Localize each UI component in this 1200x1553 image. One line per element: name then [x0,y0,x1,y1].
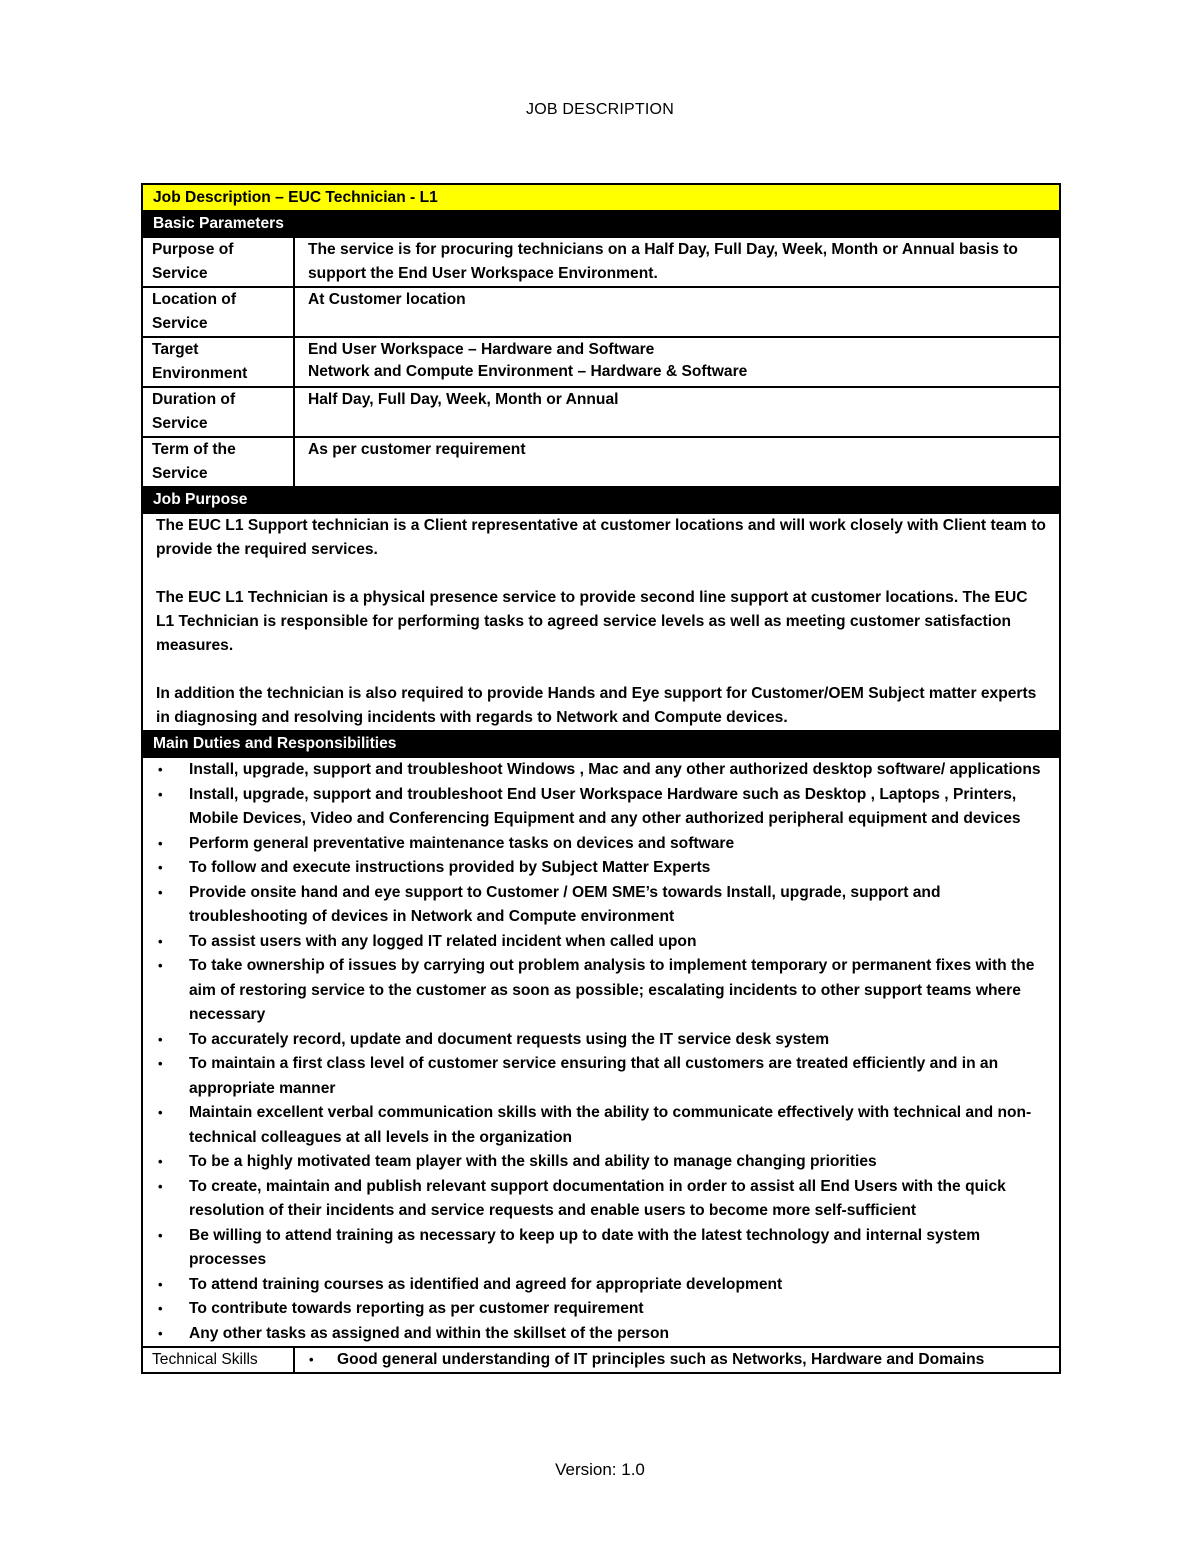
job-purpose-paragraph: In addition the technician is also required to provide Hands and Eye support for Customer/OEM Subject matter experts in diagnosing and resolving incidents with regards to Network and Compute devices. [156,685,1037,726]
bullet-icon: • [309,1352,314,1367]
job-purpose-paragraph: The EUC L1 Support technician is a Client representative at customer locations and will work closely with Client team to provide the required services. [156,517,1046,558]
basic-parameters-heading-row [142,211,1060,237]
duties-body [142,757,1060,1347]
technical-skills-row [142,1347,1060,1373]
duty-item [156,1052,1049,1101]
duty-text: Install, upgrade, support and troubleshoot Windows , Mac and any other authorized desktop software/ applications [189,761,1041,778]
technical-skills-label: Technical Skills [142,1347,294,1373]
duty-text: To take ownership of issues by carrying out problem analysis to implement temporary or permanent fixes with the aim of restoring service to the customer as soon as possible; escalating incidents to other support teams where necessary [189,957,1035,1023]
parameter-value: At Customer location [294,287,1060,337]
bullet-icon: • [158,1031,163,1047]
duty-item [156,1273,1049,1298]
duty-item [156,1175,1049,1224]
duty-item [156,1150,1049,1175]
basic-parameters-heading: Basic Parameters [142,211,1060,237]
table-title: Job Description – EUC Technician - L1 [142,184,1060,211]
parameter-row-term [142,437,1060,487]
table-title-row [142,184,1060,211]
duty-text: To maintain a first class level of customer service ensuring that all customers are treated efficiently and in an appropriate manner [189,1055,999,1097]
bullet-icon: • [158,1154,163,1169]
duty-text: Maintain excellent verbal communication skills with the ability to communicate effectively with technical and non-technical colleagues at all levels in the organization [189,1104,1032,1146]
duty-item [156,856,1049,881]
duty-item [156,1224,1049,1273]
duty-text: Install, upgrade, support and troubleshoot End User Workspace Hardware such as Desktop , Laptops , Printers, Mobile Devices, Video and Conferencing Equipment and any other authorized peripheral equipment and devices [189,785,1021,827]
parameter-label: Duration of Service [142,387,294,437]
bullet-icon: • [158,786,163,802]
parameter-value: Half Day, Full Day, Week, Month or Annual [294,387,1060,437]
duty-item [156,758,1049,783]
duty-text: Provide onsite hand and eye support to Customer / OEM SME’s towards Install, upgrade, support and troubleshooting of devices in Network and Compute environment [189,883,941,925]
duty-item [156,1101,1049,1150]
parameter-row-duration [142,387,1060,437]
bullet-icon: • [158,860,163,875]
parameter-value-line: End User Workspace – Hardware and Software [308,341,655,358]
bullet-icon: • [158,762,163,777]
parameter-value: The service is for procuring technicians on a Half Day, Full Day, Week, Month or Annual basis to support the End User Workspace Environment. [294,237,1060,287]
duty-text: To create, maintain and publish relevant support documentation in order to assist all End Users with the quick resolution of their incidents and service requests and enable users to become more self-sufficient [189,1177,1006,1219]
duty-item [156,954,1049,1028]
bullet-icon: • [158,1276,163,1292]
parameter-row-purpose [142,237,1060,287]
bullet-icon: • [158,1178,163,1194]
duty-text: Perform general preventative maintenance tasks on devices and software [189,834,735,852]
technical-skill-item: Good general understanding of IT principles such as Networks, Hardware and Domains [337,1351,985,1368]
duty-text: To be a highly motivated team player with the skills and ability to manage changing priorities [189,1153,877,1170]
job-purpose-heading: Job Purpose [142,487,1060,513]
duty-item [156,881,1049,930]
duty-text: To follow and execute instructions provided by Subject Matter Experts [189,859,711,876]
bullet-icon: • [158,933,163,949]
duty-item [156,1322,1049,1347]
bullet-icon: • [158,1227,163,1243]
bullet-icon: • [158,1325,163,1341]
duty-item [156,1297,1049,1322]
duty-item [156,930,1049,955]
bullet-icon: • [158,835,163,851]
bullet-icon: • [158,1105,163,1120]
duty-text: To contribute towards reporting as per customer requirement [189,1300,644,1317]
duty-text: To accurately record, update and document requests using the IT service desk system [189,1030,830,1048]
duties-row [142,757,1060,1347]
technical-skills-value [294,1347,1060,1373]
job-purpose-heading-row [142,487,1060,513]
parameter-label: Location of Service [142,287,294,337]
parameter-label: Purpose of Service [142,237,294,287]
duties-heading: Main Duties and Responsibilities [142,731,1060,757]
parameter-value-multi [294,337,1060,387]
duty-item [156,1028,1049,1053]
parameter-label: Target Environment [142,337,294,387]
bullet-icon: • [158,958,163,973]
parameter-row-location [142,287,1060,337]
duties-heading-row [142,731,1060,757]
duties-list [156,758,1049,1346]
duty-text: To attend training courses as identified and agreed for appropriate development [189,1275,783,1293]
job-purpose-paragraph: The EUC L1 Technician is a physical presence service to provide second line support at customer locations. The EUC L1 Technician is responsible for performing tasks to agreed service levels as well as meeting customer satisfaction measures. [156,589,1028,654]
bullet-icon: • [158,1301,163,1316]
parameter-row-target-environment [142,337,1060,387]
job-purpose-body [142,513,1060,731]
duty-text: Be willing to attend training as necessary to keep up to date with the latest technology and internal system processes [189,1226,981,1268]
job-purpose-row [142,513,1060,731]
job-description-table [141,183,1061,1374]
version-footer: Version: 1.0 [555,1460,645,1479]
page-title: JOB DESCRIPTION [526,101,674,118]
parameter-label: Term of the Service [142,437,294,487]
bullet-icon: • [158,884,163,900]
parameter-value-line: Network and Compute Environment – Hardware & Software [308,363,748,380]
parameter-value: As per customer requirement [294,437,1060,487]
duty-item [156,783,1049,832]
bullet-icon: • [158,1056,163,1071]
duty-text: Any other tasks as assigned and within the skillset of the person [189,1324,670,1342]
duty-item [156,832,1049,857]
duty-text: To assist users with any logged IT related incident when called upon [189,932,697,950]
